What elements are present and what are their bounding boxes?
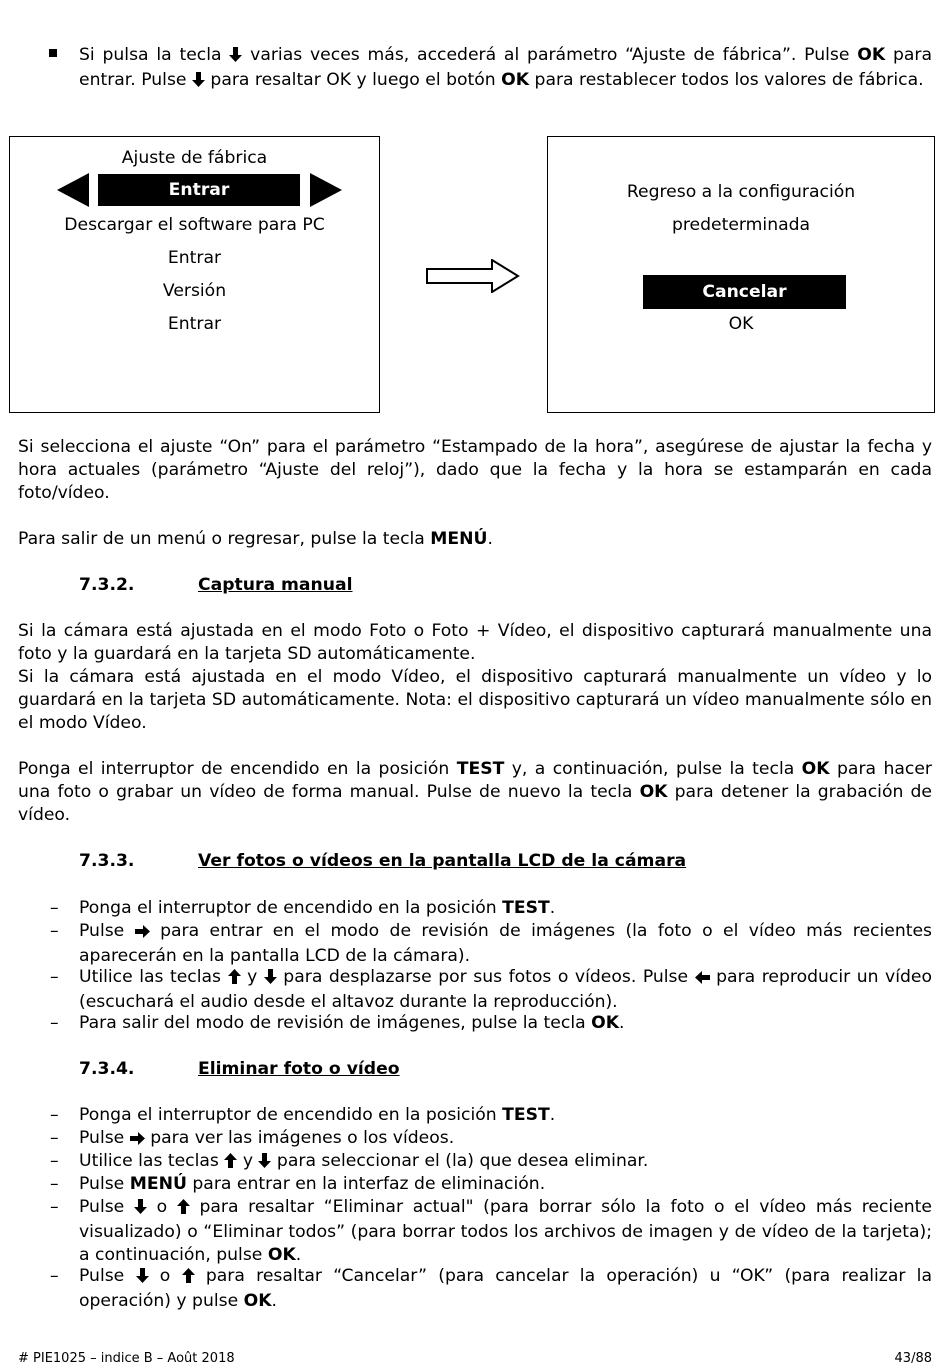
list-item [79, 1012, 932, 1035]
text: para seleccionar el (la) que desea eliminar. [271, 1151, 649, 1171]
test-label: TEST [502, 898, 550, 918]
text: y [237, 1151, 259, 1171]
menu-key-label: MENÚ [430, 529, 488, 549]
list-item [79, 1150, 932, 1175]
text: Ponga el interruptor de encendido en la posición [79, 898, 503, 918]
highlighted-enter: Entrar [98, 174, 300, 206]
text: para desplazarse por sus fotos o vídeos. Pulse [276, 967, 695, 987]
list-dash: – [50, 921, 59, 941]
ok-key-label: OK [267, 1245, 296, 1265]
list-dash: – [50, 1128, 59, 1148]
text: . [549, 898, 556, 918]
text: para hacer una foto o grabar un vídeo de forma manual. Pulse de nuevo la tecla [18, 759, 932, 802]
menu-item-factory-reset: Ajuste de fábrica [121, 148, 268, 168]
footer-page-number: 43/88 [894, 1351, 932, 1366]
list-dash: – [50, 967, 59, 987]
text: para resaltar OK y luego el botón [204, 70, 502, 90]
list-item [79, 966, 932, 1014]
section-title-manual-capture: Captura manual [198, 575, 353, 595]
right-screen-panel [547, 136, 935, 413]
ok-key-label: OK [501, 70, 530, 90]
list-item [79, 897, 932, 920]
text: Ponga el interruptor de encendido en la posición [79, 1105, 503, 1125]
photo-mode-paragraph: Si la cámara está ajustada en el modo Foto o Foto + Vídeo, el dispositivo capturará manualmente una foto y la guardará en la tarjeta SD automáticamente. [18, 621, 932, 664]
menu-item-version: Versión [162, 281, 227, 301]
down-arrow-icon [258, 1152, 271, 1175]
reset-prompt-line2: predeterminada [671, 215, 811, 235]
video-mode-paragraph: Si la cámara está ajustada en el modo Vídeo, el dispositivo capturará manualmente un vídeo y lo guardará en la tarjeta SD automáticamente. Nota: el dispositivo capturará un vídeo manualmente sólo en el modo Vídeo. [18, 667, 932, 733]
text: Pulse [79, 1128, 130, 1148]
list-item [79, 1127, 932, 1152]
ok-key-label: OK [243, 1291, 272, 1311]
text: para entrar. Pulse [79, 45, 932, 90]
text: Utilice las teclas [79, 967, 228, 987]
down-arrow-icon [264, 968, 277, 991]
test-position-paragraph [18, 758, 932, 827]
text: . [295, 1245, 302, 1265]
text: Para salir de un menú o regresar, pulse la tecla [18, 529, 431, 549]
up-arrow-icon [177, 1198, 190, 1221]
ok-key-label: OK [591, 1013, 620, 1033]
list-dash: – [50, 898, 59, 918]
ok-key-label: OK [639, 782, 668, 802]
section-number-734: 7.3.4. [79, 1059, 135, 1079]
list-dash: – [50, 1266, 59, 1286]
test-label: TEST [502, 1105, 550, 1125]
menu-item-download-software: Descargar el software para PC [64, 215, 325, 235]
text: Pulse [79, 1197, 134, 1217]
list-item [79, 1196, 932, 1267]
right-arrow-icon [130, 1129, 145, 1152]
text: o [146, 1197, 177, 1217]
text: . [487, 529, 493, 549]
down-arrow-icon [134, 1198, 147, 1221]
right-arrow-icon [310, 173, 342, 214]
option-ok: OK [728, 314, 754, 334]
text: Utilice las teclas [79, 1151, 225, 1171]
text: para resaltar “Eliminar actual" (para borrar sólo la foto o el vídeo más reciente visualizado) o “Eliminar todos” (para borrar todos los archivos de imagen y de vídeo de la tarjeta); a continuación, pulse [79, 1197, 932, 1265]
up-arrow-icon [224, 1152, 237, 1175]
text: Pulse [79, 921, 135, 941]
list-item [79, 1104, 932, 1127]
text: para restablecer todos los valores de fábrica. [529, 70, 924, 90]
text: . [271, 1291, 278, 1311]
section-title-delete: Eliminar foto o vídeo [198, 1059, 400, 1079]
ok-key-label: OK [857, 45, 886, 65]
text: para entrar en el modo de revisión de imágenes (la foto o el vídeo más recientes aparecerán en la pantalla LCD de la cámara). [79, 921, 932, 966]
menu-value-enter: Entrar [167, 248, 222, 268]
text: Si pulsa la tecla [79, 45, 230, 65]
text: Pulse [79, 1174, 130, 1194]
bullet-square [49, 49, 57, 57]
down-arrow-icon [229, 46, 242, 69]
list-dash: – [50, 1197, 59, 1217]
up-arrow-icon [228, 968, 241, 991]
exit-menu-paragraph [18, 528, 932, 551]
text: varias veces más, accederá al parámetro “Ajuste de fábrica”. Pulse [242, 45, 858, 65]
left-screen-panel [9, 136, 380, 413]
text: . [549, 1105, 556, 1125]
up-arrow-icon [182, 1267, 195, 1290]
left-arrow-icon [695, 968, 710, 991]
ok-key-label: OK [801, 759, 830, 779]
list-item [79, 1265, 932, 1313]
text: y [240, 967, 264, 987]
text: Pulse [79, 1266, 136, 1286]
down-arrow-icon [192, 71, 205, 94]
test-label: TEST [456, 759, 505, 779]
list-item [79, 920, 932, 968]
text: para reproducir un vídeo (escuchará el audio desde el altavoz durante la reproducción). [79, 967, 932, 1012]
text: para entrar en la interfaz de eliminación. [186, 1174, 546, 1194]
menu-value-enter: Entrar [167, 314, 222, 334]
section-number-733: 7.3.3. [79, 851, 135, 871]
footer-doc-reference: # PIE1025 – indice B – Août 2018 [18, 1351, 235, 1366]
text: . [619, 1013, 625, 1033]
down-arrow-icon [136, 1267, 149, 1290]
menu-key-label: MENÚ [129, 1174, 187, 1194]
text: y, a continuación, pulse la tecla [504, 759, 802, 779]
highlighted-cancel: Cancelar [643, 275, 846, 309]
list-dash: – [50, 1151, 59, 1171]
timestamp-paragraph: Si selecciona el ajuste “On” para el parámetro “Estampado de la hora”, asegúrese de ajustar la fecha y hora actuales (parámetro “Ajuste del reloj”), dado que la fecha y la hora se estamparán en cada foto/vídeo. [18, 437, 932, 503]
text: para detener la grabación de vídeo. [18, 782, 932, 825]
section-number-732: 7.3.2. [79, 575, 135, 595]
reset-prompt-line1: Regreso a la configuración [626, 182, 856, 202]
list-dash: – [50, 1013, 59, 1033]
section-title-view-photos: Ver fotos o vídeos en la pantalla LCD de la cámara [198, 851, 687, 871]
list-item [79, 1173, 932, 1196]
transition-arrow-icon [426, 259, 520, 300]
list-dash: – [50, 1105, 59, 1125]
text: Ponga el interruptor de encendido en la posición [18, 759, 457, 779]
text: para resaltar “Cancelar” (para cancelar la operación) u “OK” (para realizar la operación) y pulse [79, 1266, 932, 1311]
intro-paragraph [79, 44, 932, 94]
left-arrow-icon [57, 173, 89, 214]
text: Para salir del modo de revisión de imágenes, pulse la tecla [79, 1013, 592, 1033]
text: o [148, 1266, 182, 1286]
list-dash: – [50, 1174, 59, 1194]
right-arrow-icon [135, 922, 150, 945]
text: para ver las imágenes o los vídeos. [144, 1128, 455, 1148]
